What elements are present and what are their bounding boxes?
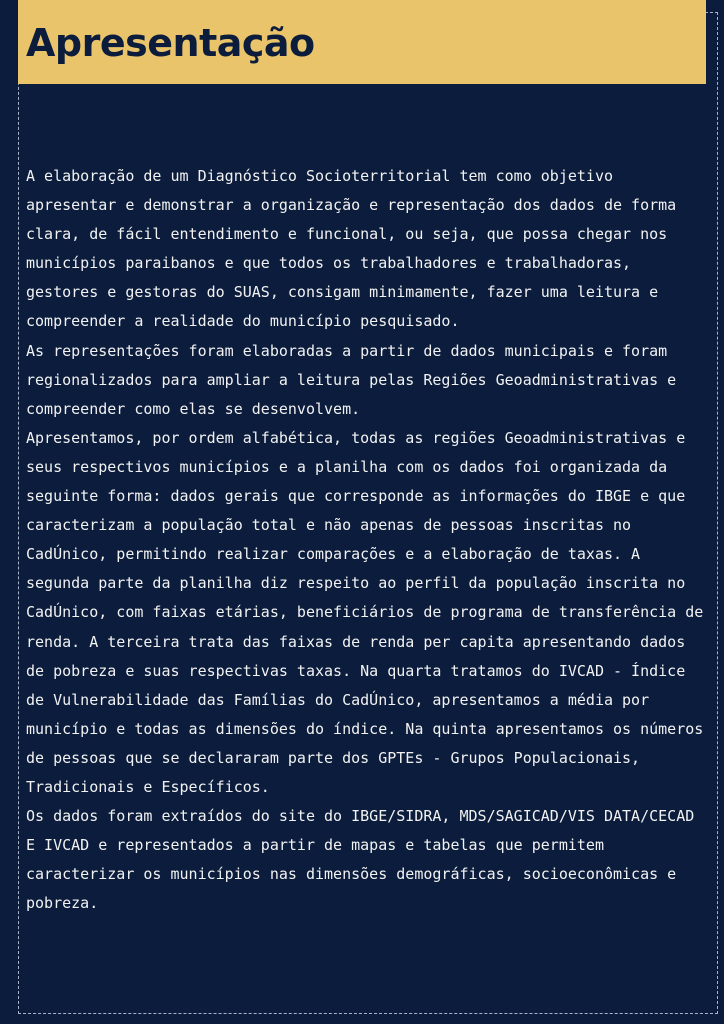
paragraph-structure: Apresentamos, por ordem alfabética, todas as regiões Geoadministrativas e seus respectivos municípios e a planilha com os dados foi organizada da seguinte forma: dados gerais que corresponde as informações do IBGE e que caracterizam a população total e não apenas de pessoas inscritas no CadÚnico, permitindo realizar comparações e a elaboração de taxas. A segunda parte da planilha diz respeito ao perfil da população inscrita no CadÚnico, com faixas etárias, beneficiários de programa de transferência de renda. A terceira trata das faixas de renda per capita apresentando dados de pobreza e suas respectivas taxas. Na quarta tratamos do IVCAD - Índice de Vulnerabilidade das Famílias do CadÚnico, apresentamos a média por município e todas as dimensões do índice. Na quinta apresentamos os números de pessoas que se declararam parte dos GPTEs - Grupos Populacionais, Tradicionais e Específicos.: [26, 428, 704, 796]
paragraph-objective: A elaboração de um Diagnóstico Socioterritorial tem como objetivo apresentar e demonstrar a organização e representação dos dados de forma clara, de fácil entendimento e funcional, ou seja, que possa chegar nos municípios paraibanos e que todos os trabalhadores e trabalhadoras, gestores e gestoras do SUAS, consigam minimamente, fazer uma leitura e compreender a realidade do município pesquisado.: [26, 167, 677, 331]
paragraph-sources: Os dados foram extraídos do site do IBGE/SIDRA, MDS/SAGICAD/VIS DATA/CECAD E IVCAD e representados a partir de mapas e tabelas que permitem caracterizar os municípios nas dimensões demográficas, socioeconômicas e pobreza.: [26, 807, 695, 913]
body-text: [26, 162, 710, 918]
page-title: Apresentação: [26, 21, 315, 65]
paragraph-regional: As representações foram elaboradas a partir de dados municipais e foram regionalizados para ampliar a leitura pelas Regiões Geoadministrativas e compreender como elas se desenvolvem.: [26, 341, 677, 418]
